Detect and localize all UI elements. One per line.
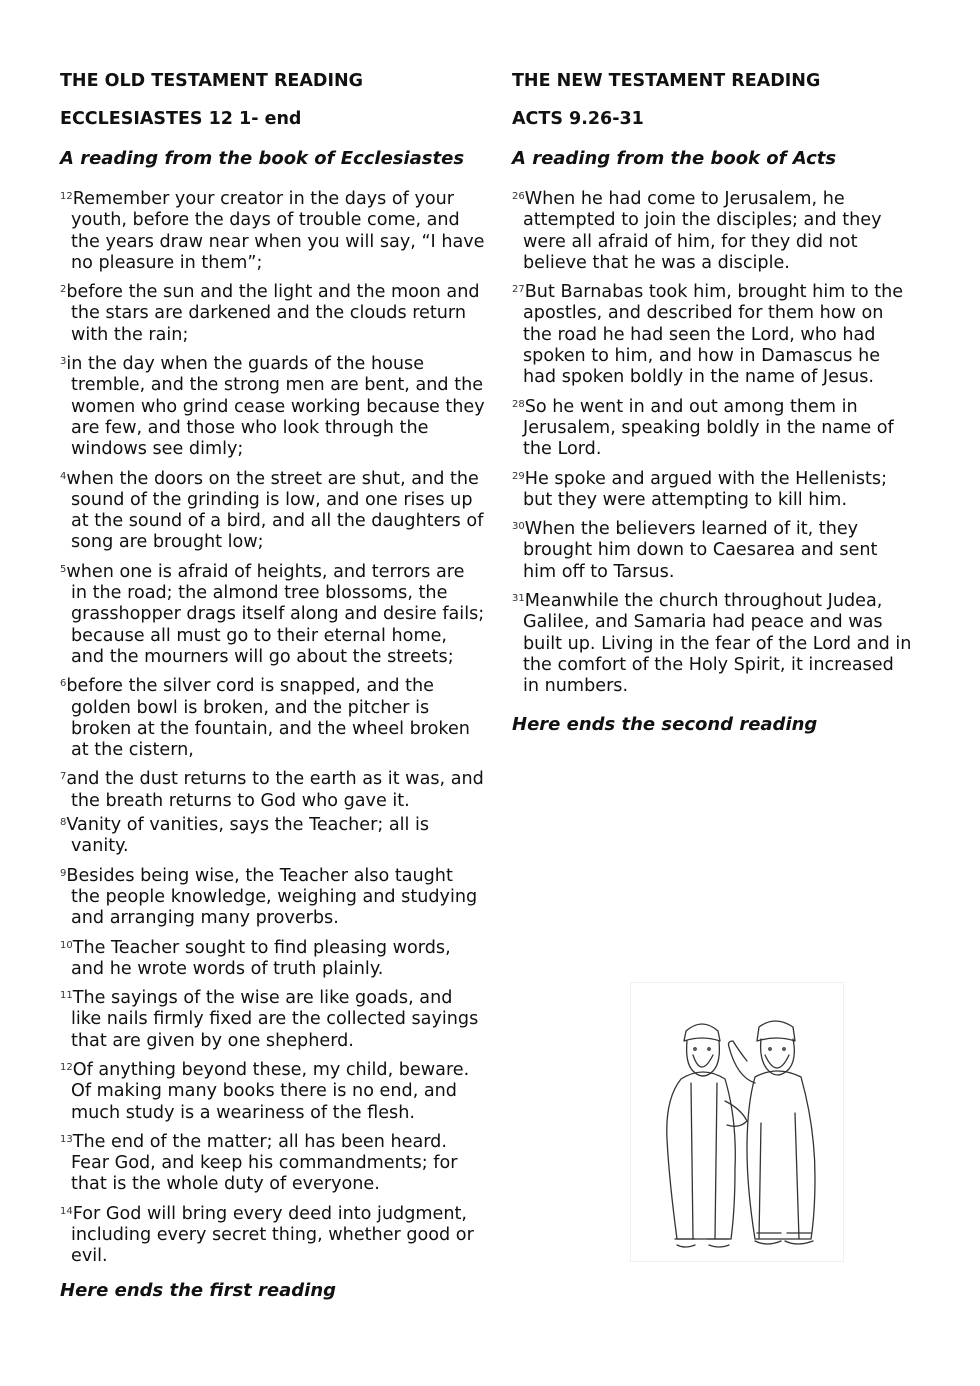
verse-text: before the sun and the light and the moon and the stars are darkened and the clouds return with the rain;: [66, 282, 480, 345]
old-testament-heading: THE OLD TESTAMENT READING: [60, 71, 363, 91]
verse-number: 12: [60, 1061, 73, 1073]
verse: [512, 394, 912, 461]
verse-text: when the doors on the street are shut, and the sound of the grinding is low, and one rises up at the sound of a bird, and all the daughters of song are brought low;: [66, 468, 484, 553]
verse: [60, 279, 485, 346]
new-testament-column: [512, 68, 912, 738]
verse-number: 5: [60, 563, 67, 575]
two-apostles-icon: [631, 983, 843, 1261]
new-testament-reference: ACTS 9.26-31: [512, 109, 644, 129]
verse-number: 9: [60, 867, 67, 879]
verse-text: Meanwhile the church throughout Judea, Galilee, and Samaria had peace and was built up. Living in the fear of the Lord and in the comfort of the Holy Spirit, it increased in numbers.: [523, 591, 912, 697]
verse-number: 12: [60, 191, 73, 202]
verse-text: When he had come to Jerusalem, he attempted to join the disciples; and they were all afraid of him, for they did not believe that he was a disciple.: [523, 189, 882, 273]
verse: [512, 516, 912, 583]
verse-number: 30: [512, 521, 525, 533]
verse: [512, 279, 912, 388]
verse-text: For God will bring every deed into judgment, including every secret thing, whether good or evil.: [71, 1203, 474, 1267]
verse-text: He spoke and argued with the Hellenists; but they were attempting to kill him.: [523, 468, 887, 510]
verse: [60, 1129, 485, 1196]
verse-number: 26: [512, 191, 525, 202]
new-testament-intro: A reading from the book of Acts: [512, 148, 837, 169]
verse: [60, 673, 485, 761]
verse: [60, 559, 485, 668]
old-testament-column: [60, 68, 485, 1301]
verse-text: before the silver cord is snapped, and the golden bowl is broken, and the pitcher is broken at the fountain, and the wheel broken at the cistern,: [66, 676, 470, 761]
verse: [60, 812, 485, 858]
verse-text: The end of the matter; all has been heard. Fear God, and keep his commandments; for that is the whole duty of everyone.: [71, 1131, 458, 1195]
new-testament-heading: THE NEW TESTAMENT READING: [512, 71, 821, 91]
verse-number: 2: [60, 284, 67, 296]
verse: [60, 351, 485, 460]
verse: [60, 766, 485, 812]
two-apostles-illustration: [630, 982, 844, 1262]
new-testament-verse-list: [512, 186, 912, 698]
verse-text: Vanity of vanities, says the Teacher; all is vanity.: [66, 815, 430, 857]
old-testament-intro: A reading from the book of Ecclesiastes: [60, 148, 465, 169]
old-testament-verse-list: [60, 186, 485, 1268]
verse: [60, 863, 485, 930]
verse-number: 27: [512, 284, 525, 296]
verse-number: 3: [60, 356, 67, 368]
verse: [60, 466, 485, 554]
verse: [512, 588, 912, 697]
verse-number: 13: [60, 1133, 73, 1145]
verse-number: 29: [512, 470, 525, 482]
verse-text: when one is afraid of heights, and terrors are in the road; the almond tree blossoms, the grasshopper drags itself along and desire fails; because all must go to their eternal home, and the mourners will go about the streets;: [66, 561, 485, 667]
verse-text: Of anything beyond these, my child, beware. Of making many books there is no end, and much study is a weariness of the flesh.: [71, 1059, 470, 1123]
verse-text: and the dust returns to the earth as it was, and the breath returns to God who gave it.: [66, 769, 484, 811]
verse-text: So he went in and out among them in Jerusalem, speaking boldly in the name of the Lord.: [523, 396, 894, 460]
verse-text: But Barnabas took him, brought him to the apostles, and described for them how on the road he had seen the Lord, who had spoken to him, and how in Damascus he had spoken boldly in the name of Jesus.: [523, 282, 904, 388]
verse: [60, 1057, 485, 1124]
verse-text: in the day when the guards of the house tremble, and the strong men are bent, and the women who grind cease working because they are few, and those who look through the windows see dimly;: [66, 354, 485, 460]
old-testament-ending: Here ends the first reading: [60, 1280, 337, 1301]
verse-number: 7: [60, 771, 67, 783]
verse-text: The Teacher sought to find pleasing words, and he wrote words of truth plainly.: [71, 937, 451, 979]
verse: [60, 1201, 485, 1268]
verse-number: 10: [60, 939, 73, 951]
verse: [60, 186, 485, 274]
verse: [60, 935, 485, 981]
verse-text: When the believers learned of it, they brought him down to Caesarea and sent him off to Tarsus.: [523, 519, 878, 582]
verse: [512, 186, 912, 274]
verse-number: 6: [60, 678, 67, 690]
verse-number: 14: [60, 1205, 73, 1217]
verse: [60, 985, 485, 1052]
verse-number: 11: [60, 990, 73, 1002]
verse-text: Besides being wise, the Teacher also taught the people knowledge, weighing and studying and arranging many proverbs.: [66, 865, 478, 929]
old-testament-reference: ECCLESIASTES 12 1- end: [60, 109, 302, 129]
verse-number: 31: [512, 593, 525, 605]
verse-text: The sayings of the wise are like goads, and like nails firmly fixed are the collected sayings that are given by one shepherd.: [71, 988, 479, 1051]
verse: [512, 466, 912, 512]
verse-number: 4: [60, 470, 67, 482]
verse-number: 8: [60, 817, 67, 829]
verse-number: 28: [512, 398, 525, 410]
new-testament-ending: Here ends the second reading: [512, 713, 818, 735]
verse-text: Remember your creator in the days of your youth, before the days of trouble come, and the years draw near when you will say, “I have no pleasure in them”;: [71, 189, 485, 273]
